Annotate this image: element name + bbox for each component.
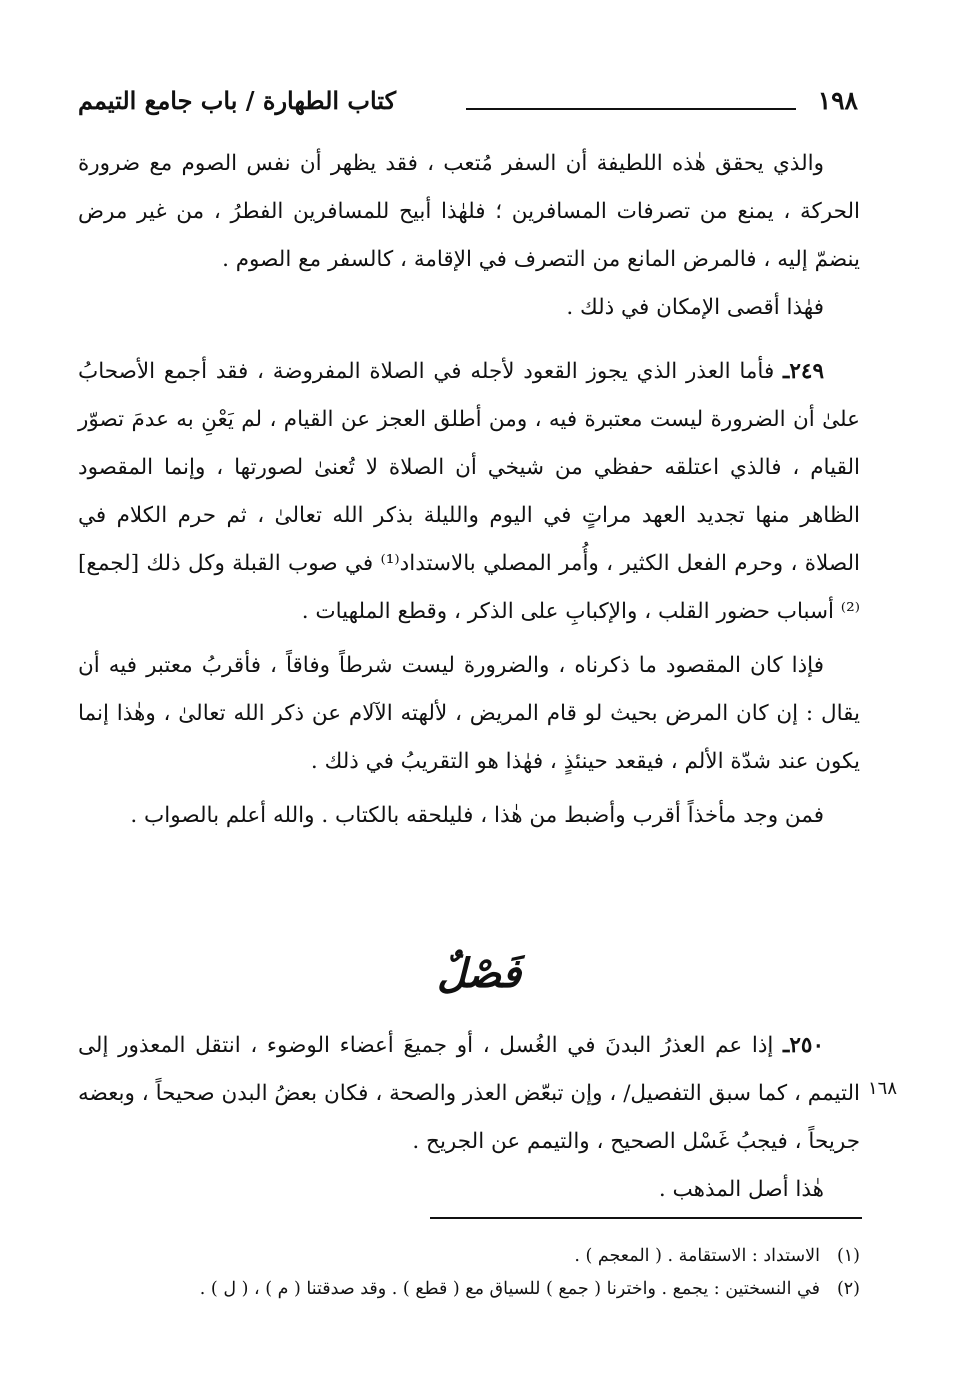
section-heading: فَصْلٌ: [436, 950, 522, 997]
paragraph-number: ٢٤٩ـ: [783, 359, 824, 384]
footnote-1: (١)الاستداد : الاستقامة . ( المعجم ) .: [78, 1240, 860, 1273]
manuscript-folio-note: ١٦٨: [868, 1078, 898, 1099]
paragraph: فإذا كان المقصود ما ذكرناه ، والضرورة ليست شرطاً وفاقاً ، فأقربُ معتبر فيه أن يقال : إن كان المرض بحيث لو قام المريض ، لألهته الآلام عن ذكر الله تعالىٰ ، وهٰذا إنما يكون عند شدّة الألم ، فيقعد حينئذٍ ، فهٰذا هو التقريبُ في ذلك .: [78, 653, 861, 774]
paragraph: فهٰذا أقصى الإمكان في ذلك .: [566, 295, 824, 320]
paragraph: والذي يحقق هٰذه اللطيفة أن السفر مُتعب ، فقد يظهر أن نفس الصوم مع ضرورة الحركة ، يمنع من تصرفات المسافرين ؛ فلهٰذا أبيح للمسافرين الفطرُ ، من غير مرض ينضمّ إليه ، فالمرض المانع من التصرف في الإقامة ، كالسفر مع الصوم .: [78, 151, 860, 272]
page-number: ١٩٨: [817, 86, 858, 115]
main-text-lower: [78, 1022, 860, 1214]
paragraph-250: ٢٥٠ـ إذا عم العذرُ البدنَ في الغُسل ، أو جميعَ أعضاء الوضوء ، انتقل المعذور إلى التيمم ، كما سبق التفصيل/ ، وإن تبعّض العذر والصحة ، فكان بعضُ البدن صحيحاً ، وبعضه جريحاً ، فيجبُ غَسْل الصحيح ، والتيمم عن الجريح .: [78, 1033, 860, 1154]
footnotes: [78, 1240, 860, 1306]
paragraph: هٰذا أصل المذهب .: [658, 1177, 824, 1202]
paragraph-number: ٢٥٠ـ: [783, 1033, 824, 1058]
footnote-mark: (١): [836, 1246, 860, 1266]
running-title: كتاب الطهارة / باب جامع التيمم: [78, 86, 396, 115]
header-rule: [466, 108, 796, 110]
footnote-rule: [430, 1217, 862, 1219]
footnote-mark: (٢): [836, 1279, 860, 1299]
paragraph-249: ٢٤٩ـ فأما العذر الذي يجوز القعود لأجله في الصلاة المفروضة ، فقد أجمع الأصحابُ علىٰ أن الضرورة ليست معتبرة فيه ، ومن أطلق العجز عن القيام ، لم يَعْنِ به عدمَ تصوّر القيام ، فالذي اعتلقه حفظي من شيخي أن الصلاة لا تُعنىٰ لصورتها ، وإنما المقصود الظاهر منها تجديد العهد مراتٍ في اليوم والليلة بذكر الله تعالىٰ ، ثم حرم الكلام في الصلاة ، وحرم الفعل الكثير ، وأُمر المصلي بالاستداد⁽¹⁾ في صوب القبلة وكل ذلك [لجمع]⁽²⁾ أسباب حضور القلب ، والإكبابِ على الذكر ، وقطع الملهيات .: [78, 359, 860, 624]
footnote-2: (٢)في النسختين : يجمع . واخترنا ( جمع ) للسياق مع ( قطع ) . وقد صدقتنا ( م ) ، ( ل ) .: [78, 1273, 860, 1306]
paragraph: فمن وجد مأخذاً أقرب وأضبط من هٰذا ، فليلحقه بالكتاب . والله أعلم بالصواب .: [130, 803, 824, 828]
main-text-upper: [78, 140, 860, 840]
page-header: [78, 84, 858, 124]
